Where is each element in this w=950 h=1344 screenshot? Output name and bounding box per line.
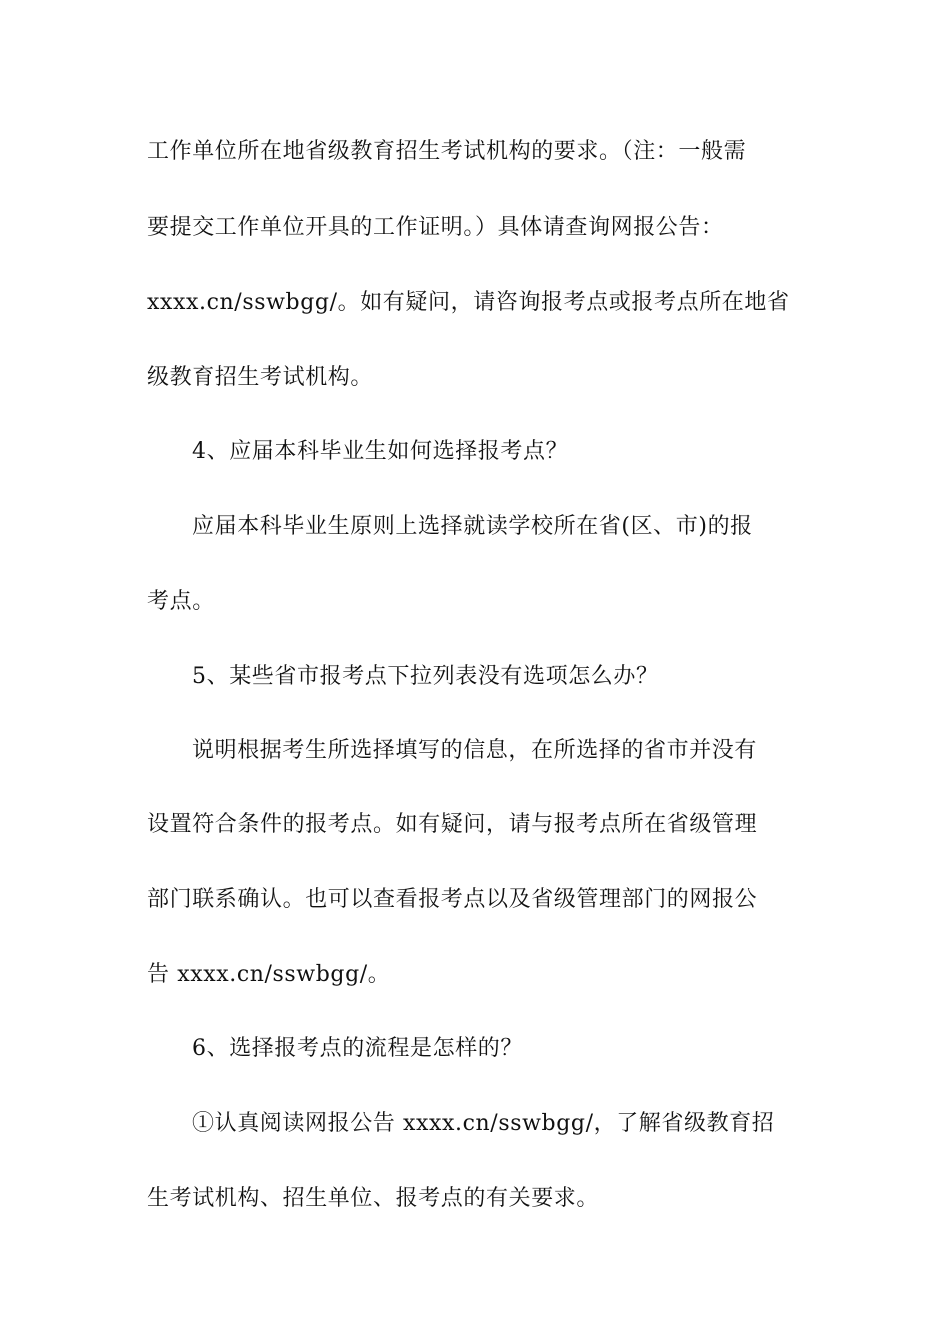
question-heading: 5、某些省市报考点下拉列表没有选项怎么办？ <box>192 664 659 689</box>
text-line: 应届本科毕业生原则上选择就读学校所在省(区、市)的报 <box>192 514 753 539</box>
text-line: 设置符合条件的报考点。如有疑问，请与报考点所在省级管理 <box>147 812 758 837</box>
text-line: 部门联系确认。也可以查看报考点以及省级管理部门的网报公 <box>147 887 758 912</box>
text-line: 工作单位所在地省级教育招生考试机构的要求。（注：一般需 <box>147 139 747 164</box>
text-line: 说明根据考生所选择填写的信息，在所选择的省市并没有 <box>192 738 758 763</box>
text-line: 告 xxxx.cn/sswbgg/。 <box>147 962 391 987</box>
question-heading: 4、应届本科毕业生如何选择报考点？ <box>192 439 569 464</box>
text-line: 考点。 <box>147 589 215 614</box>
text-line: ①认真阅读网报公告 xxxx.cn/sswbgg/，了解省级教育招 <box>192 1111 775 1136</box>
text-line: 级教育招生考试机构。 <box>147 365 374 390</box>
question-heading: 6、选择报考点的流程是怎样的？ <box>192 1036 523 1061</box>
text-line: 要提交工作单位开具的工作证明。）具体请查询网报公告： <box>147 215 724 240</box>
text-line: 生考试机构、招生单位、报考点的有关要求。 <box>147 1186 600 1211</box>
text-line: xxxx.cn/sswbgg/。如有疑问，请咨询报考点或报考点所在地省 <box>147 290 790 315</box>
